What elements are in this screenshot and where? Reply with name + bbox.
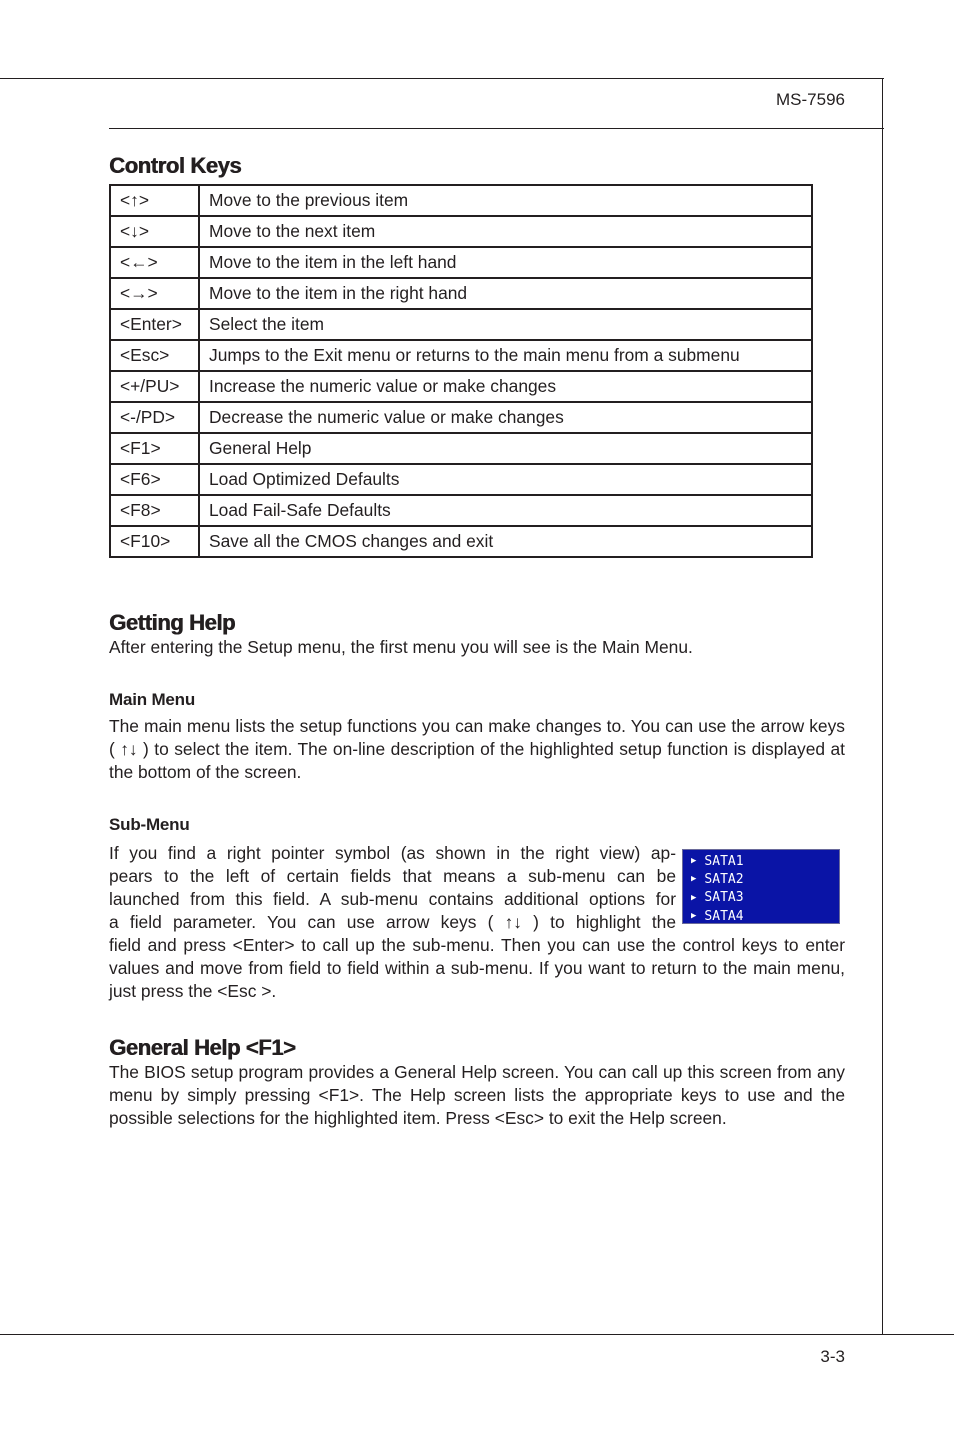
- description-cell: Move to the item in the right hand: [199, 278, 812, 309]
- table-row: [110, 247, 812, 278]
- key-cell: <→>: [110, 278, 199, 309]
- submenu-example-item: ▶ SATA2: [691, 871, 744, 887]
- right-pointer-icon: ▶: [691, 874, 697, 885]
- description-cell: Load Optimized Defaults: [199, 464, 812, 495]
- top-rule: [0, 78, 884, 79]
- right-margin-rule: [882, 78, 883, 1335]
- description-cell: Move to the previous item: [199, 185, 812, 216]
- description-cell: Decrease the numeric value or make changes: [199, 402, 812, 433]
- key-cell: <↓>: [110, 216, 199, 247]
- getting-help-intro: After entering the Setup menu, the first menu you will see is the Main Menu.: [109, 637, 693, 657]
- getting-help-heading: Getting Help: [109, 610, 235, 635]
- sub-menu-line: a field parameter. You can use arrow keys ( ↑↓ ) to highlight the: [109, 912, 676, 932]
- table-row: [110, 495, 812, 526]
- description-cell: Move to the item in the left hand: [199, 247, 812, 278]
- description-cell: General Help: [199, 433, 812, 464]
- description-cell: Jumps to the Exit menu or returns to the main menu from a submenu: [199, 340, 812, 371]
- key-cell: <Esc>: [110, 340, 199, 371]
- table-row: [110, 464, 812, 495]
- sub-menu-text-continued: field and press <Enter> to call up the sub-menu. Then you can use the control keys to enter values and move from field to field within a sub-menu. If you want to return to the main menu, just press the <Esc >.: [109, 935, 845, 1001]
- submenu-example-item: ▶ SATA3: [691, 890, 744, 906]
- table-row: [110, 402, 812, 433]
- sub-menu-text-wrapped: [109, 842, 676, 934]
- page-number: 3-3: [820, 1347, 845, 1366]
- table-row: [110, 185, 812, 216]
- description-cell: Select the item: [199, 309, 812, 340]
- right-pointer-icon: ▶: [691, 911, 697, 922]
- control-keys-table: [109, 184, 813, 558]
- control-keys-heading: Control Keys: [109, 153, 242, 178]
- table-row: [110, 278, 812, 309]
- table-row: [110, 309, 812, 340]
- general-help-heading: General Help <F1>: [109, 1035, 296, 1060]
- sub-menu-line: launched from this field. A sub-menu contains additional options for: [109, 889, 676, 909]
- table-row: [110, 340, 812, 371]
- main-menu-heading: Main Menu: [109, 690, 196, 709]
- key-cell: <←>: [110, 247, 199, 278]
- right-pointer-icon: ▶: [691, 856, 697, 867]
- sub-menu-heading: Sub-Menu: [109, 815, 190, 834]
- table-row: [110, 371, 812, 402]
- key-cell: <↑>: [110, 185, 199, 216]
- bottom-rule: [0, 1334, 954, 1335]
- general-help-text: The BIOS setup program provides a General Help screen. You can call up this screen from any menu by simply pressing <F1>. The Help screen lists the appropriate keys to use and the possible selections for the highlighted item. Press <Esc> to exit the Help screen.: [109, 1062, 845, 1128]
- table-row: [110, 526, 812, 557]
- key-cell: <+/PU>: [110, 371, 199, 402]
- table-row: [110, 433, 812, 464]
- submenu-example-item: ▶ SATA4: [691, 908, 744, 924]
- key-cell: <-/PD>: [110, 402, 199, 433]
- key-cell: <Enter>: [110, 309, 199, 340]
- description-cell: Increase the numeric value or make changes: [199, 371, 812, 402]
- main-menu-text: The main menu lists the setup functions you can make changes to. You can use the arrow keys ( ↑↓ ) to select the item. The on-line description of the highlighted setup function is displayed at the bottom of the screen.: [109, 716, 845, 782]
- table-row: [110, 216, 812, 247]
- sub-menu-line: pears to the left of certain fields that means a sub-menu can be: [109, 866, 676, 886]
- description-cell: Save all the CMOS changes and exit: [199, 526, 812, 557]
- submenu-example-item: ▶ SATA1: [691, 853, 744, 869]
- key-cell: <F1>: [110, 433, 199, 464]
- right-pointer-icon: ▶: [691, 892, 697, 903]
- description-cell: Move to the next item: [199, 216, 812, 247]
- key-cell: <F6>: [110, 464, 199, 495]
- submenu-example-screenshot: [682, 849, 840, 924]
- description-cell: Load Fail-Safe Defaults: [199, 495, 812, 526]
- key-cell: <F10>: [110, 526, 199, 557]
- header-rule: [109, 128, 884, 129]
- header-model-number: MS-7596: [776, 90, 845, 109]
- sub-menu-line: If you find a right pointer symbol (as shown in the right view) ap-: [109, 843, 676, 863]
- key-cell: <F8>: [110, 495, 199, 526]
